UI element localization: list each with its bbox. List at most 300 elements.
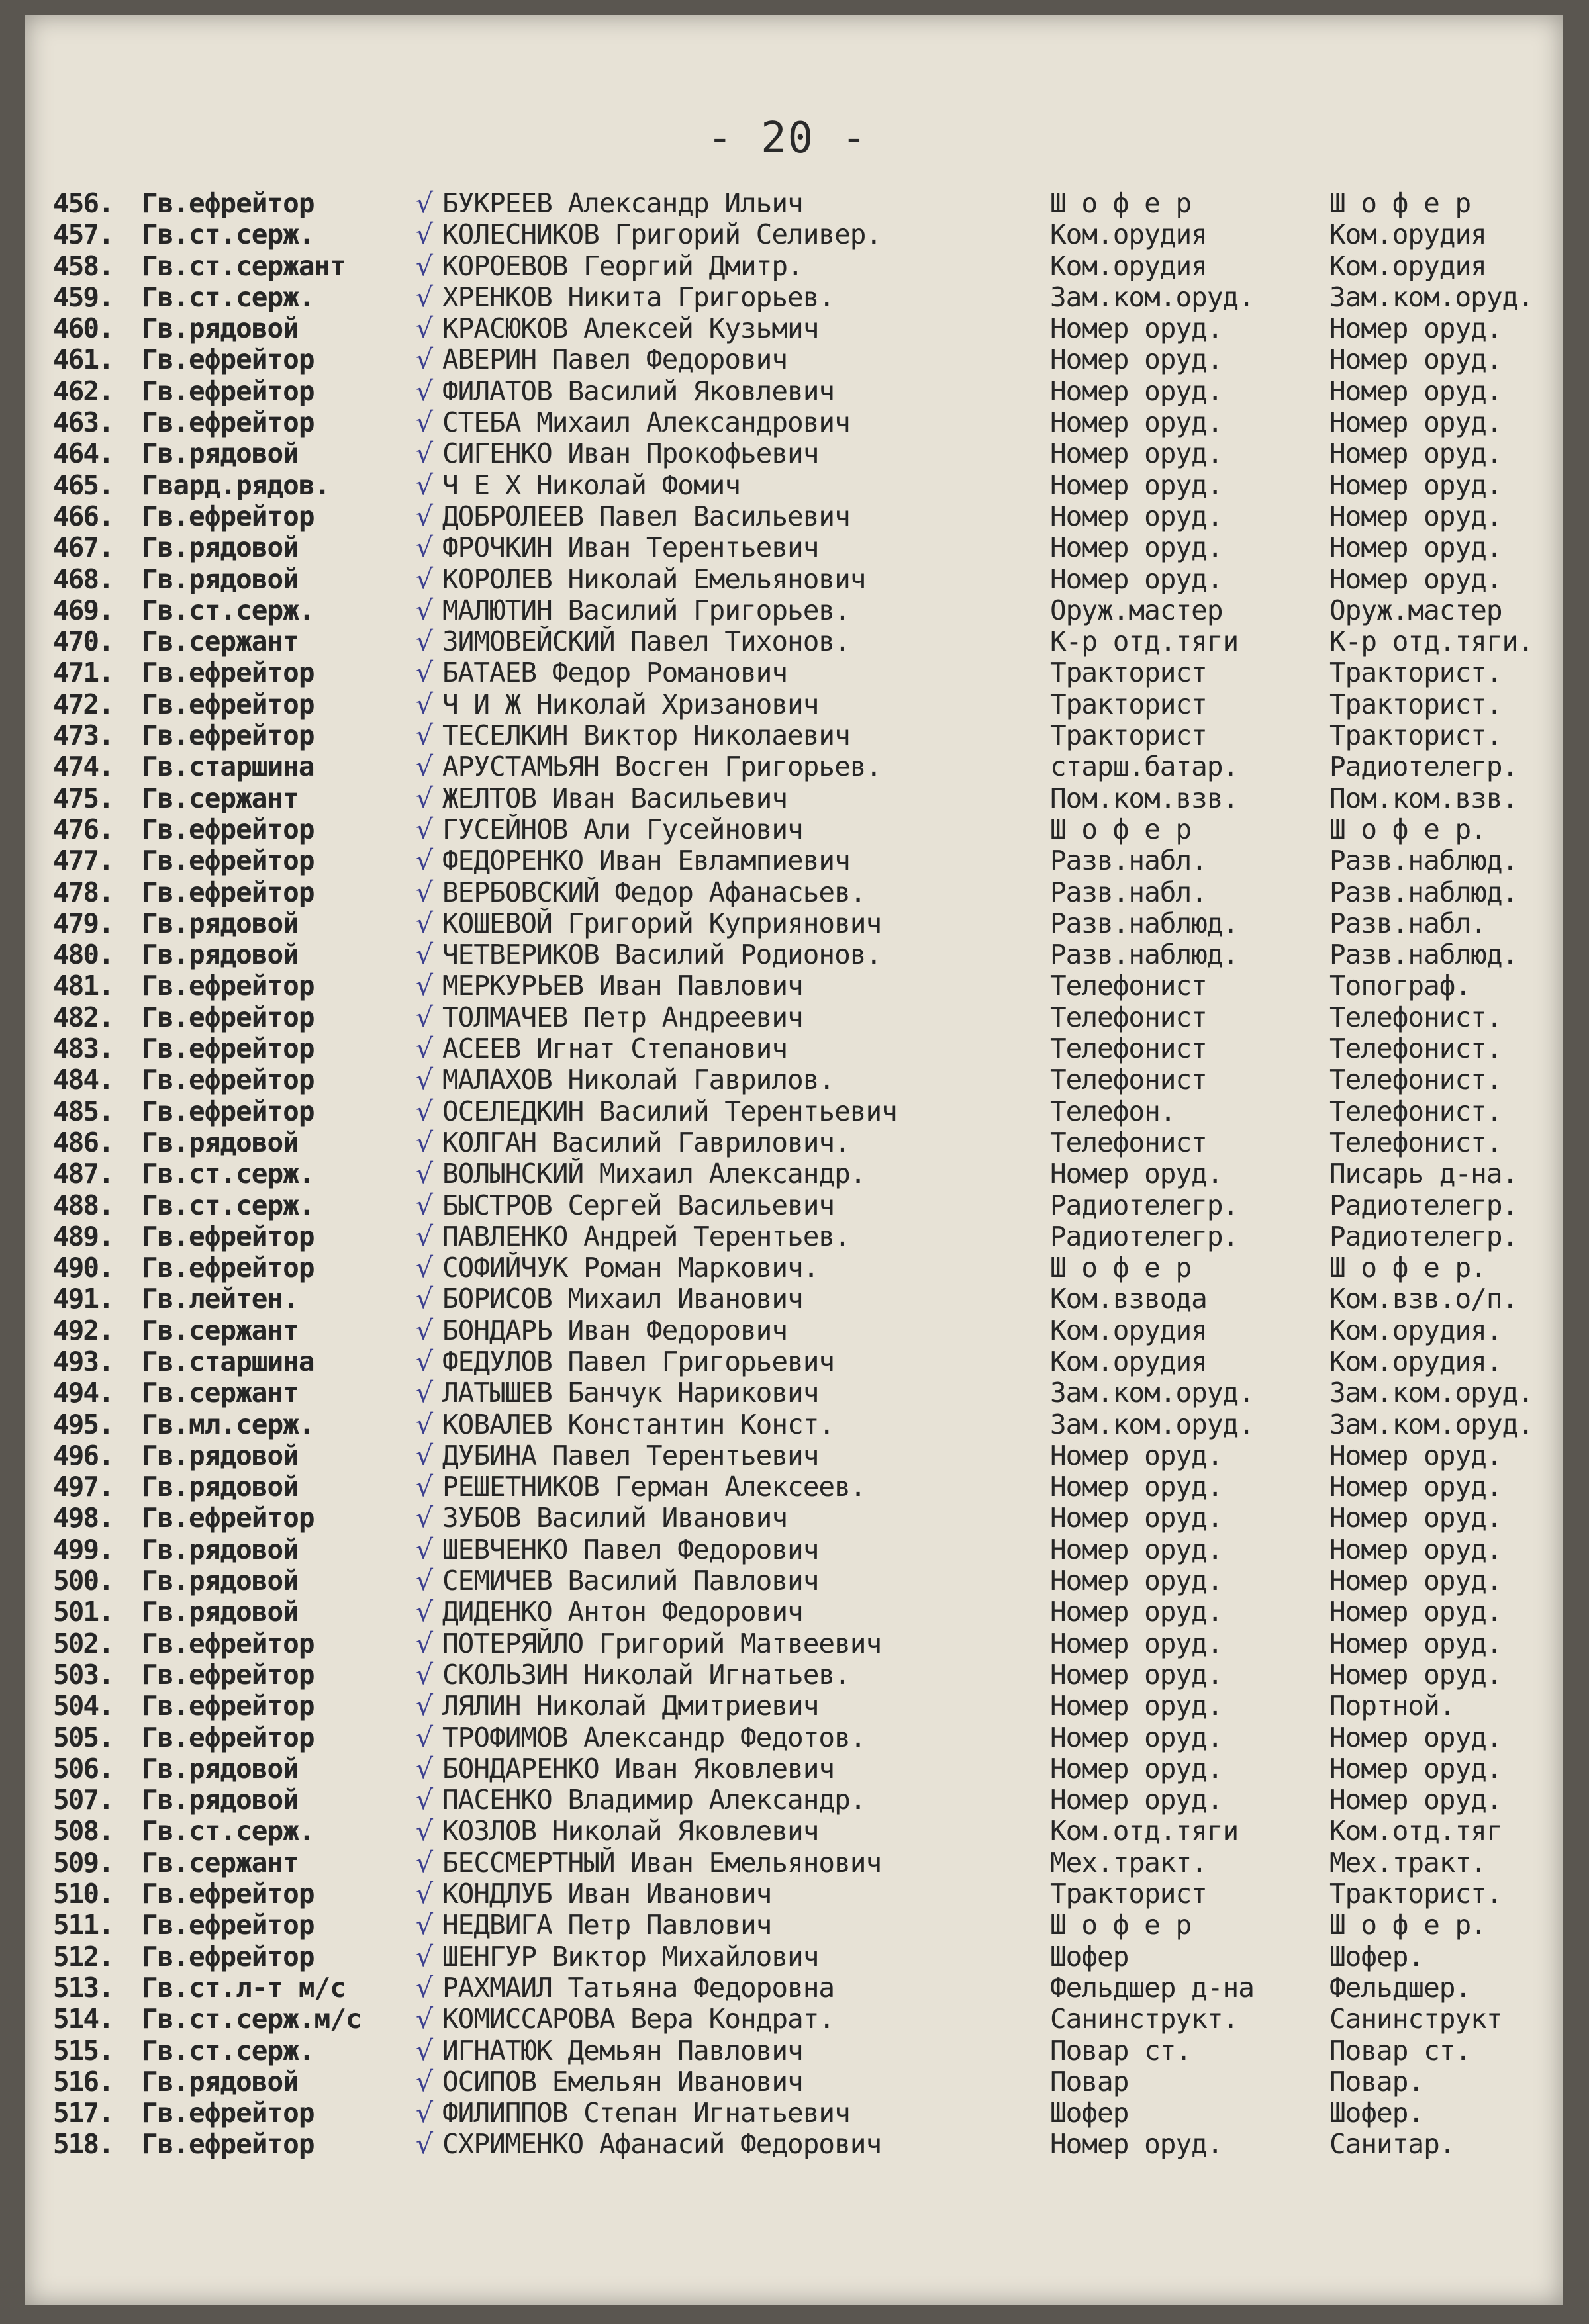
row-number: 456.	[53, 188, 113, 219]
position-before: Номер оруд.	[1050, 1785, 1223, 1816]
military-rank: Гв.рядовой	[142, 1753, 299, 1785]
military-rank: Гв.старшина	[142, 1346, 314, 1377]
position-before: Разв.наблюд.	[1050, 939, 1239, 971]
person-name: БЕССМЕРТНЫЙ Иван Емельянович	[442, 1847, 882, 1879]
list-item	[25, 1785, 1563, 1816]
row-number: 516.	[53, 2066, 113, 2098]
person-name: АВЕРИН Павел Федорович	[442, 344, 788, 376]
list-item	[25, 1377, 1563, 1409]
check-mark-icon: √	[416, 219, 434, 251]
check-mark-icon: √	[416, 438, 434, 470]
military-rank: Гв.ефрейтор	[142, 1910, 314, 1941]
position-after: Радиотелегр.	[1329, 1189, 1518, 1221]
list-item	[25, 470, 1563, 501]
military-rank: Гв.сержант	[142, 782, 299, 814]
position-after: Ком.отд.тяг	[1329, 1816, 1502, 1847]
person-name: РЕШЕТНИКОВ Герман Алексеев.	[442, 1471, 866, 1503]
row-number: 480.	[53, 939, 113, 971]
military-rank: Гв.ефрейтор	[142, 970, 314, 1002]
person-name: ПАВЛЕНКО Андрей Терентьев.	[442, 1221, 850, 1252]
row-number: 481.	[53, 970, 113, 1002]
position-before: Телефон.	[1050, 1095, 1176, 1127]
row-number: 472.	[53, 688, 113, 720]
list-item	[25, 313, 1563, 344]
military-rank: Гв.рядовой	[142, 1534, 299, 1565]
person-name: ШЕВЧЕНКО Павел Федорович	[442, 1534, 819, 1565]
military-rank: Гв.ефрейтор	[142, 720, 314, 752]
row-number: 509.	[53, 1847, 113, 1879]
check-mark-icon: √	[416, 1534, 434, 1565]
row-number: 511.	[53, 1910, 113, 1941]
position-before: Номер оруд.	[1050, 344, 1223, 376]
position-after: Разв.наблюд.	[1329, 876, 1518, 908]
list-item	[25, 1158, 1563, 1189]
military-rank: Гв.ефрейтор	[142, 188, 314, 219]
position-before: К-р отд.тяги	[1050, 626, 1239, 658]
position-after: Ком.орудия	[1329, 250, 1486, 282]
position-after: Зам.ком.оруд.	[1329, 1409, 1533, 1440]
person-name: ЛАТЫШЕВ Банчук Нарикович	[442, 1377, 819, 1409]
person-name: ПОТЕРЯЙЛО Григорий Матвеевич	[442, 1628, 882, 1659]
military-rank: Гв.ефрейтор	[142, 688, 314, 720]
list-item	[25, 1973, 1563, 2004]
page-number: - 20 -	[707, 114, 869, 163]
position-after: Ком.орудия.	[1329, 1315, 1502, 1346]
list-item	[25, 845, 1563, 876]
check-mark-icon: √	[416, 407, 434, 439]
check-mark-icon: √	[416, 657, 434, 689]
position-after: Ш о ф е р	[1329, 188, 1471, 219]
person-name: СИГЕНКО Иван Прокофьевич	[442, 438, 819, 470]
list-item	[25, 282, 1563, 313]
position-before: Телефонист	[1050, 1033, 1207, 1065]
military-rank: Гв.рядовой	[142, 563, 299, 595]
check-mark-icon: √	[416, 1816, 434, 1847]
row-number: 475.	[53, 782, 113, 814]
check-mark-icon: √	[416, 1659, 434, 1691]
list-item	[25, 1565, 1563, 1597]
person-name: КОНДЛУБ Иван Иванович	[442, 1879, 772, 1910]
list-item	[25, 814, 1563, 845]
check-mark-icon: √	[416, 1315, 434, 1346]
list-item	[25, 532, 1563, 563]
check-mark-icon: √	[416, 1972, 434, 2004]
military-rank: Гв.ефрейтор	[142, 657, 314, 689]
position-after: Номер оруд.	[1329, 1440, 1502, 1471]
position-before: Зам.ком.оруд.	[1050, 281, 1254, 313]
military-rank: Гв.ефрейтор	[142, 2098, 314, 2129]
position-after: Ком.взв.о/п.	[1329, 1283, 1518, 1315]
list-item	[25, 877, 1563, 908]
row-number: 503.	[53, 1659, 113, 1691]
military-rank: Гв.рядовой	[142, 438, 299, 470]
position-after: Ком.орудия.	[1329, 1346, 1502, 1377]
check-mark-icon: √	[416, 1252, 434, 1284]
list-item	[25, 970, 1563, 1001]
position-after: Мех.тракт.	[1329, 1847, 1486, 1879]
position-before: Ш о ф е р	[1050, 1252, 1192, 1284]
list-item	[25, 438, 1563, 469]
position-after: Топограф.	[1329, 970, 1471, 1002]
position-after: Номер оруд.	[1329, 1597, 1502, 1628]
row-number: 465.	[53, 469, 113, 501]
check-mark-icon: √	[416, 375, 434, 407]
check-mark-icon: √	[416, 939, 434, 971]
check-mark-icon: √	[416, 1440, 434, 1471]
row-number: 502.	[53, 1628, 113, 1659]
position-before: Повар ст.	[1050, 2035, 1192, 2067]
position-after: Номер оруд.	[1329, 407, 1502, 439]
military-rank: Гв.ефрейтор	[142, 407, 314, 439]
position-before: Тракторист	[1050, 720, 1207, 752]
check-mark-icon: √	[416, 907, 434, 939]
military-rank: Гв.рядовой	[142, 939, 299, 971]
list-item	[25, 1534, 1563, 1565]
check-mark-icon: √	[416, 1597, 434, 1628]
list-item	[25, 657, 1563, 688]
position-before: Номер оруд.	[1050, 1722, 1223, 1753]
position-after: Зам.ком.оруд.	[1329, 281, 1533, 313]
person-name: РАХМАИЛ Татьяна Федоровна	[442, 1972, 835, 2004]
position-before: Номер оруд.	[1050, 407, 1223, 439]
check-mark-icon: √	[416, 313, 434, 345]
position-after: Номер оруд.	[1329, 344, 1502, 376]
position-after: Номер оруд.	[1329, 1628, 1502, 1659]
check-mark-icon: √	[416, 1095, 434, 1127]
position-before: Радиотелегр.	[1050, 1221, 1239, 1252]
check-mark-icon: √	[416, 1753, 434, 1785]
position-before: Зам.ком.оруд.	[1050, 1409, 1254, 1440]
military-rank: Гв.ефрейтор	[142, 1659, 314, 1691]
check-mark-icon: √	[416, 188, 434, 219]
position-before: Разв.набл.	[1050, 845, 1207, 877]
person-name: ФЕДУЛОВ Павел Григорьевич	[442, 1346, 835, 1377]
military-rank: Гв.ефрейтор	[142, 2129, 314, 2161]
position-after: Шофер.	[1329, 2098, 1424, 2129]
person-name: КОРОЛЕВ Николай Емельянович	[442, 563, 866, 595]
military-rank: Гв.ефрейтор	[142, 1691, 314, 1722]
list-item	[25, 1597, 1563, 1628]
row-number: 467.	[53, 532, 113, 564]
person-name: ФРОЧКИН Иван Терентьевич	[442, 532, 819, 564]
list-item	[25, 407, 1563, 438]
list-item	[25, 939, 1563, 970]
check-mark-icon: √	[416, 1628, 434, 1659]
check-mark-icon: √	[416, 532, 434, 564]
position-after: Телефонист.	[1329, 1001, 1502, 1033]
person-name: ВОЛЫНСКИЙ Михаил Александр.	[442, 1158, 866, 1190]
check-mark-icon: √	[416, 1033, 434, 1065]
list-item	[25, 783, 1563, 814]
row-number: 500.	[53, 1565, 113, 1597]
document-page	[25, 15, 1563, 2305]
check-mark-icon: √	[416, 876, 434, 908]
row-number: 504.	[53, 1691, 113, 1722]
row-number: 491.	[53, 1283, 113, 1315]
military-rank: Гв.рядовой	[142, 907, 299, 939]
list-item	[25, 2035, 1563, 2067]
position-after: Пом.ком.взв.	[1329, 782, 1518, 814]
check-mark-icon: √	[416, 2035, 434, 2067]
position-after: Номер оруд.	[1329, 375, 1502, 407]
list-item	[25, 1409, 1563, 1440]
person-name: ШЕНГУР Виктор Михайлович	[442, 1941, 819, 1973]
row-number: 498.	[53, 1503, 113, 1534]
military-rank: Гв.ст.серж.	[142, 1816, 314, 1847]
position-after: Номер оруд.	[1329, 563, 1502, 595]
person-name: БОНДАРЬ Иван Федорович	[442, 1315, 788, 1346]
military-rank: Гв.ефрейтор	[142, 1879, 314, 1910]
position-after: Тракторист.	[1329, 657, 1502, 689]
military-rank: Гв.ефрейтор	[142, 1095, 314, 1127]
position-before: Повар	[1050, 2066, 1129, 2098]
military-rank: Гв.ст.серж.	[142, 281, 314, 313]
check-mark-icon: √	[416, 1409, 434, 1440]
check-mark-icon: √	[416, 1064, 434, 1096]
row-number: 484.	[53, 1064, 113, 1096]
list-item	[25, 1879, 1563, 1910]
list-item	[25, 1064, 1563, 1095]
person-name: КОРОЕВОВ Георгий Дмитр.	[442, 250, 803, 282]
row-number: 512.	[53, 1941, 113, 1973]
person-name: БЫСТРОВ Сергей Васильевич	[442, 1189, 835, 1221]
person-name: Ч Е Х Николай Фомич	[442, 469, 740, 501]
position-before: Телефонист	[1050, 1064, 1207, 1096]
person-name: ОСИПОВ Емельян Иванович	[442, 2066, 803, 2098]
row-number: 492.	[53, 1315, 113, 1346]
person-name: КОМИССАРОВА Вера Кондрат.	[442, 2004, 835, 2035]
row-number: 469.	[53, 594, 113, 626]
position-after: Тракторист.	[1329, 1879, 1502, 1910]
row-number: 487.	[53, 1158, 113, 1190]
row-number: 478.	[53, 876, 113, 908]
list-item	[25, 1002, 1563, 1033]
list-item	[25, 376, 1563, 407]
row-number: 515.	[53, 2035, 113, 2067]
position-before: Ком.орудия	[1050, 1315, 1207, 1346]
position-before: Ком.взвода	[1050, 1283, 1207, 1315]
list-item	[25, 564, 1563, 595]
row-number: 460.	[53, 313, 113, 345]
person-name: ПАСЕНКО Владимир Александр.	[442, 1785, 866, 1816]
check-mark-icon: √	[416, 1221, 434, 1252]
position-before: Номер оруд.	[1050, 1565, 1223, 1597]
list-item	[25, 689, 1563, 720]
list-item	[25, 751, 1563, 782]
position-before: Номер оруд.	[1050, 438, 1223, 470]
military-rank: Гв.рядовой	[142, 2066, 299, 2098]
person-name: ХРЕНКОВ Никита Григорьев.	[442, 281, 835, 313]
position-after: Шофер.	[1329, 1941, 1424, 1973]
person-name: МАЛАХОВ Николай Гаврилов.	[442, 1064, 835, 1096]
position-before: Санинструкт.	[1050, 2004, 1239, 2035]
row-number: 514.	[53, 2004, 113, 2035]
check-mark-icon: √	[416, 1785, 434, 1816]
military-rank: Гв.ефрейтор	[142, 1628, 314, 1659]
position-after: Номер оруд.	[1329, 1753, 1502, 1785]
position-after: Фельдшер.	[1329, 1972, 1471, 2004]
military-rank: Гв.ст.серж.	[142, 219, 314, 251]
row-number: 471.	[53, 657, 113, 689]
position-after: Разв.набл.	[1329, 907, 1486, 939]
military-rank: Гв.ефрейтор	[142, 1941, 314, 1973]
person-name: ТРОФИМОВ Александр Федотов.	[442, 1722, 866, 1753]
position-after: Телефонист.	[1329, 1033, 1502, 1065]
check-mark-icon: √	[416, 1565, 434, 1597]
person-name: КОЛГАН Василий Гаврилович.	[442, 1127, 850, 1158]
position-before: Номер оруд.	[1050, 1534, 1223, 1565]
check-mark-icon: √	[416, 626, 434, 658]
person-name: АРУСТАМЬЯН Восген Григорьев.	[442, 751, 882, 783]
list-item	[25, 595, 1563, 626]
military-rank: Гв.ефрейтор	[142, 500, 314, 532]
military-rank: Гв.ефрейтор	[142, 813, 314, 845]
row-number: 462.	[53, 375, 113, 407]
row-number: 477.	[53, 845, 113, 877]
check-mark-icon: √	[416, 1283, 434, 1315]
check-mark-icon: √	[416, 1879, 434, 1910]
position-after: Номер оруд.	[1329, 532, 1502, 564]
row-number: 474.	[53, 751, 113, 783]
row-number: 485.	[53, 1095, 113, 1127]
military-rank: Гв.ст.серж.	[142, 1189, 314, 1221]
row-number: 501.	[53, 1597, 113, 1628]
check-mark-icon: √	[416, 720, 434, 752]
row-number: 486.	[53, 1127, 113, 1158]
position-after: Номер оруд.	[1329, 1503, 1502, 1534]
position-after: Радиотелегр.	[1329, 1221, 1518, 1252]
list-item	[25, 1503, 1563, 1534]
position-after: Номер оруд.	[1329, 500, 1502, 532]
person-name: БАТАЕВ Федор Романович	[442, 657, 788, 689]
position-before: Фельдшер д-на	[1050, 1972, 1254, 2004]
row-number: 489.	[53, 1221, 113, 1252]
position-after: Номер оруд.	[1329, 469, 1502, 501]
list-item	[25, 1127, 1563, 1158]
row-number: 490.	[53, 1252, 113, 1284]
row-number: 483.	[53, 1033, 113, 1065]
row-number: 458.	[53, 250, 113, 282]
position-before: Телефонист	[1050, 1127, 1207, 1158]
list-item	[25, 1471, 1563, 1503]
position-before: Номер оруд.	[1050, 313, 1223, 345]
check-mark-icon: √	[416, 1471, 434, 1503]
check-mark-icon: √	[416, 1127, 434, 1158]
position-after: Телефонист.	[1329, 1095, 1502, 1127]
position-before: Мех.тракт.	[1050, 1847, 1207, 1879]
position-before: Номер оруд.	[1050, 2129, 1223, 2161]
row-number: 506.	[53, 1753, 113, 1785]
row-number: 466.	[53, 500, 113, 532]
row-number: 464.	[53, 438, 113, 470]
position-after: Разв.наблюд.	[1329, 939, 1518, 971]
list-item	[25, 1659, 1563, 1691]
position-after: Писарь д-на.	[1329, 1158, 1518, 1190]
military-rank: Гв.рядовой	[142, 1565, 299, 1597]
position-before: Номер оруд.	[1050, 500, 1223, 532]
list-item	[25, 501, 1563, 532]
position-before: Радиотелегр.	[1050, 1189, 1239, 1221]
military-rank: Гв.сержант	[142, 1847, 299, 1879]
person-name: ФИЛИППОВ Степан Игнатьевич	[442, 2098, 850, 2129]
position-after: Радиотелегр.	[1329, 751, 1518, 783]
military-rank: Гв.ефрейтор	[142, 1252, 314, 1284]
position-before: Номер оруд.	[1050, 1471, 1223, 1503]
military-rank: Гв.ефрейтор	[142, 1033, 314, 1065]
row-number: 497.	[53, 1471, 113, 1503]
row-number: 479.	[53, 907, 113, 939]
person-name: КОЛЕСНИКОВ Григорий Селивер.	[442, 219, 882, 251]
list-item	[25, 2129, 1563, 2160]
row-number: 468.	[53, 563, 113, 595]
military-rank: Гв.рядовой	[142, 1440, 299, 1471]
military-rank: Гв.ефрейтор	[142, 375, 314, 407]
position-after: Номер оруд.	[1329, 1471, 1502, 1503]
list-item	[25, 1252, 1563, 1283]
check-mark-icon: √	[416, 594, 434, 626]
list-item	[25, 626, 1563, 657]
position-after: К-р отд.тяги.	[1329, 626, 1533, 658]
military-rank: Гв.ст.серж.	[142, 2035, 314, 2067]
military-rank: Гв.ст.л-т м/с	[142, 1972, 346, 2004]
military-rank: Гв.ефрейтор	[142, 1064, 314, 1096]
person-name: КОВАЛЕВ Константин Конст.	[442, 1409, 835, 1440]
person-name: БОНДАРЕНКО Иван Яковлевич	[442, 1753, 835, 1785]
position-after: Номер оруд.	[1329, 313, 1502, 345]
check-mark-icon: √	[416, 2098, 434, 2129]
position-after: Телефонист.	[1329, 1064, 1502, 1096]
position-before: Ш о ф е р	[1050, 188, 1192, 219]
military-rank: Гв.рядовой	[142, 1785, 299, 1816]
person-name: ТЕСЕЛКИН Виктор Николаевич	[442, 720, 850, 752]
position-after: Зам.ком.оруд.	[1329, 1377, 1533, 1409]
check-mark-icon: √	[416, 250, 434, 282]
person-name: ФИЛАТОВ Василий Яковлевич	[442, 375, 835, 407]
check-mark-icon: √	[416, 1722, 434, 1753]
check-mark-icon: √	[416, 970, 434, 1002]
position-after: Номер оруд.	[1329, 1534, 1502, 1565]
check-mark-icon: √	[416, 813, 434, 845]
position-after: Оруж.мастер	[1329, 594, 1502, 626]
check-mark-icon: √	[416, 1941, 434, 1973]
person-name: МАЛЮТИН Василий Григорьев.	[442, 594, 850, 626]
check-mark-icon: √	[416, 281, 434, 313]
military-rank: Гвард.рядов.	[142, 469, 330, 501]
row-number: 473.	[53, 720, 113, 752]
person-name: НЕДВИГА Петр Павлович	[442, 1910, 772, 1941]
position-before: Номер оруд.	[1050, 1659, 1223, 1691]
military-rank: Гв.ефрейтор	[142, 1001, 314, 1033]
list-item	[25, 1753, 1563, 1785]
position-before: Ш о ф е р	[1050, 813, 1192, 845]
position-before: Тракторист	[1050, 657, 1207, 689]
military-rank: Гв.старшина	[142, 751, 314, 783]
row-number: 476.	[53, 813, 113, 845]
military-rank: Гв.сержант	[142, 1315, 299, 1346]
position-after: Тракторист.	[1329, 720, 1502, 752]
military-rank: Гв.рядовой	[142, 532, 299, 564]
position-before: Ком.орудия	[1050, 250, 1207, 282]
list-item	[25, 251, 1563, 282]
check-mark-icon: √	[416, 1691, 434, 1722]
position-before: Шофер	[1050, 1941, 1129, 1973]
position-after: Номер оруд.	[1329, 1785, 1502, 1816]
person-name: КОЗЛОВ Николай Яковлевич	[442, 1816, 819, 1847]
list-item	[25, 1033, 1563, 1064]
check-mark-icon: √	[416, 2004, 434, 2035]
person-name: АСЕЕВ Игнат Степанович	[442, 1033, 788, 1065]
check-mark-icon: √	[416, 1158, 434, 1190]
